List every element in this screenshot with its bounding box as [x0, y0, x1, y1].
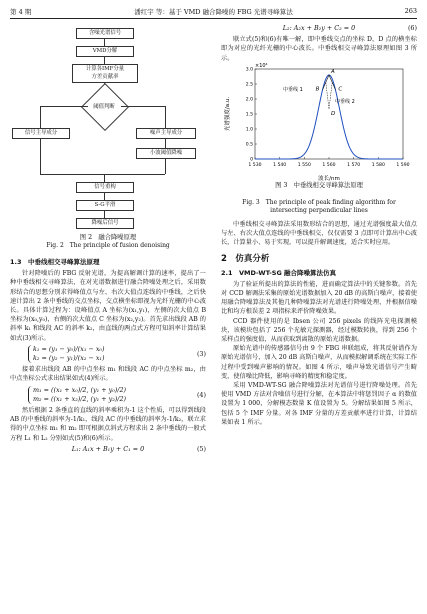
eq5-number: (5) [196, 444, 206, 453]
fig3-caption-en-2: intersecting perpendicular lines [270, 207, 368, 215]
fig3-caption-en-1: Fig. 3 The principle of peak finding algorithm for [242, 198, 396, 206]
x-tick-label: 1 560 [322, 162, 336, 168]
x-tick-label: 1 550 [297, 162, 311, 168]
page-header [10, 6, 417, 19]
perpendicular-bisector [329, 82, 332, 109]
right-column [221, 24, 417, 427]
equation-6 [221, 24, 417, 33]
right-paragraph-5: 原始光谱中的传感器信号由 9 个 FBG 串联组成，将其反射谱作为原始光谱信号，加入 20 dB 高斯白噪声，从而模拟解调系统在实际工作过程中受到噪声影响的情况。如图 4 所示，噪声导致光谱信号产生畸变，使信噪比降低，影响寻峰的精度和稳定度。 [221, 345, 417, 380]
section-2-1-title: 2.1 VMD-WT-SG 融合降噪算法仿真 [221, 268, 337, 277]
eq4-m1: m₁ = ((x₁ + x₀)/2, (y₁ + y₀)/2) [33, 385, 127, 394]
y-tick-label: 1.5 [245, 112, 253, 118]
flow-node-wavelet: 小波阈值降噪 [136, 148, 196, 159]
flow-node-sg-smoothing: S-G平滑 [76, 200, 134, 211]
y-axis-label: 光谱强度/a.u. [225, 96, 231, 131]
point-label-c: C [338, 86, 343, 93]
running-title: 潘红宇 等：基于 VMD 融合降噪的 FBG 光谱寻峰算法 [134, 8, 293, 16]
x-tick-label: 1 590 [396, 162, 410, 168]
eq3-number: (3) [196, 349, 206, 358]
x-tick-label: 1 580 [371, 162, 385, 168]
point-label-b: B [315, 86, 320, 93]
y-exponent-label: ×10⁴ [255, 62, 268, 69]
page-number: 263 [404, 7, 417, 15]
y-tick-label: 1.0 [245, 127, 253, 133]
section-1-3-title: 1.3 中垂线相交寻峰算法原理 [10, 258, 100, 266]
eq6-number: (6) [407, 24, 417, 32]
flow-node-vmd: VMD分解 [76, 46, 134, 57]
right-paragraph-1: 联立式(5)和(6)有唯一解，即中垂线交点的坐标 D，D 点的横坐标即为对应的光纤光栅的中心波长。中垂线相交寻峰算法原理如图 3 所示。 [221, 36, 417, 62]
x-tick-label: 1 540 [273, 162, 287, 168]
eq6-text: L₂: A₂x + B₂y + C₂ = 0 [282, 24, 356, 32]
x-tick-label: 1 570 [347, 162, 361, 168]
flow-node-threshold-label: 阈值判断 [93, 104, 115, 110]
flow-node-noise-dominant: 噪声主导成分 [136, 128, 196, 139]
x-axis-label: 波长/nm [318, 175, 340, 182]
equation-4 [10, 386, 206, 404]
fig3-plot [221, 63, 417, 183]
eq5-text: L₁: A₁x + B₁y + C₁ = 0 [71, 444, 145, 453]
annotation-bisector-2: 中垂线 2 [335, 98, 355, 105]
equation-3 [10, 345, 206, 363]
x-tick-label: 1 530 [248, 162, 262, 168]
fig3-chart [221, 63, 417, 205]
flow-node-noisy-signal: 含噪光谱信号 [76, 28, 134, 39]
eq4-number: (4) [196, 390, 206, 399]
right-paragraph-2: 中垂线相交寻峰算法采用数形结合的思想，通过光谱强度最大值点与左、右次大值点连线的中垂线相交，仅仅需要 3 点即可计算出中心波长，计算量小、易于实现，可以提升解调速度，适合实时应用。 [221, 220, 417, 247]
fig3-caption-cn: 图 3 中垂线相交寻峰算法原理 [275, 181, 363, 189]
flow-node-denoised: 降噪后信号 [76, 218, 134, 229]
right-paragraph-6: 采用 VMD-WT-SG 融合降噪算法对光谱信号进行降噪处理。首先使用 VMD 方法对含噪信号进行分解，在本算法中将惩罚因子 α 的数值设置为 1 000，分解模态数量 K 值设置为 5。分解结果如图 5 所示，包括 5 个 IMF 分量。对各 IMF 分量的方差贡献率进行计算，计算结果如表 1 所示。 [221, 382, 417, 426]
plot-frame [255, 69, 403, 159]
left-paragraph-1: 针对降噪后的 FBG 反射光谱，为提高解调计算的速率，提出了一种中垂线相交寻峰算法，在对光谱数据进行融合降噪处理之后，采用数形结合的思想分别求得峰值点与左、右次大值点连线的中垂线，之后快速计算出 2 条中垂线的交点坐标，交点横坐标即视为光纤光栅的中心波长。具体计算过程为：设峰值点 A 坐标为(x₁,y₁)，左侧的次大值点 B 坐标为(x₀,y₀)，右侧的次大值点 C 坐标为(x₂,y₂)。首先求出线段 AB 的斜率 k₁ 和线段 AC 的斜率 k₂，由直线的两点式方程可知斜率计算结果如式(3)所示。 [10, 270, 206, 342]
section-2-title: 2 仿真分析 [221, 254, 270, 265]
eq3-k1: k₁ = (y₁ − y₀)/(x₁ − x₀) [33, 344, 105, 353]
perpendicular-bisector [326, 82, 329, 109]
flowchart [10, 24, 206, 254]
y-tick-label: 0 [250, 157, 253, 163]
flow-node-variance [72, 64, 138, 83]
spectrum-curve [255, 75, 403, 159]
y-tick-label: 2.5 [245, 82, 253, 88]
point-label-a: A [331, 68, 335, 75]
eq3-k2: k₂ = (y₂ − y₁)/(x₂ − x₁) [33, 354, 105, 363]
right-paragraph-4: CCD 器件使用的是 Ibsen 公司 256 pixels 的线阵光电探测模块，该模块包括了 256 个光敏元探测器，经过模数转换，得到 256 个采样点的强度值，从而获取到离散的原始光谱数据。 [221, 317, 417, 344]
point-label-d: D [331, 110, 336, 117]
flow-node-signal-dominant: 信号主导成分 [12, 128, 70, 139]
flow-node-variance-line1: 计算各IMF分量 [85, 66, 125, 72]
fig2-caption-en: Fig. 2 The principle of fusion denoising [46, 242, 170, 249]
issue-number: 第 4 期 [10, 8, 32, 16]
fig2-caption-cn: 图 2 融合降噪原理 [79, 234, 137, 241]
flow-node-reconstruct: 信号重构 [76, 182, 134, 193]
flow-node-variance-line2: 方差贡献率 [91, 74, 119, 80]
right-paragraph-3: 为了验证所提出的算法的性能，进而确定算法中的关键参数。首先对 CCD 解调法采集的原始光谱数据加入 20 dB 的高斯白噪声，接着使用融合降噪算法及其他几种降噪算法对光谱进行降噪处理，并根据信噪比和均方根误差 2 项指标来评价降噪效果。 [221, 280, 417, 316]
y-tick-label: 2.0 [245, 97, 253, 103]
annotation-bisector-1: 中垂线 1 [283, 86, 303, 93]
y-tick-label: 0.5 [245, 142, 253, 148]
left-paragraph-2: 接着求出线段 AB 的中点坐标 m₁ 和线段 AC 的中点坐标 m₂，由中点坐标公式求出结果如式(4)所示。 [10, 366, 206, 383]
equation-5 [10, 445, 206, 454]
eq4-m2: m₂ = ((x₁ + x₂)/2, (y₁ + y₂)/2) [33, 394, 127, 403]
left-paragraph-3: 然后根据 2 条垂直的直线的斜率乘积为-1 这个性质，可以得到线段 AB 的中垂线的斜率为-1/k₁，线段 AC 的中垂线的斜率为-1/k₂，联立求得的中点坐标 m₁ 和 m₂ 即可根据点斜式方程求出 2 条中垂线的一般式方程 L₁ 和 L₂ 分别如式(5)和(6)所示。 [10, 407, 206, 442]
y-tick-label: 3.0 [245, 67, 253, 73]
left-column [10, 24, 206, 456]
